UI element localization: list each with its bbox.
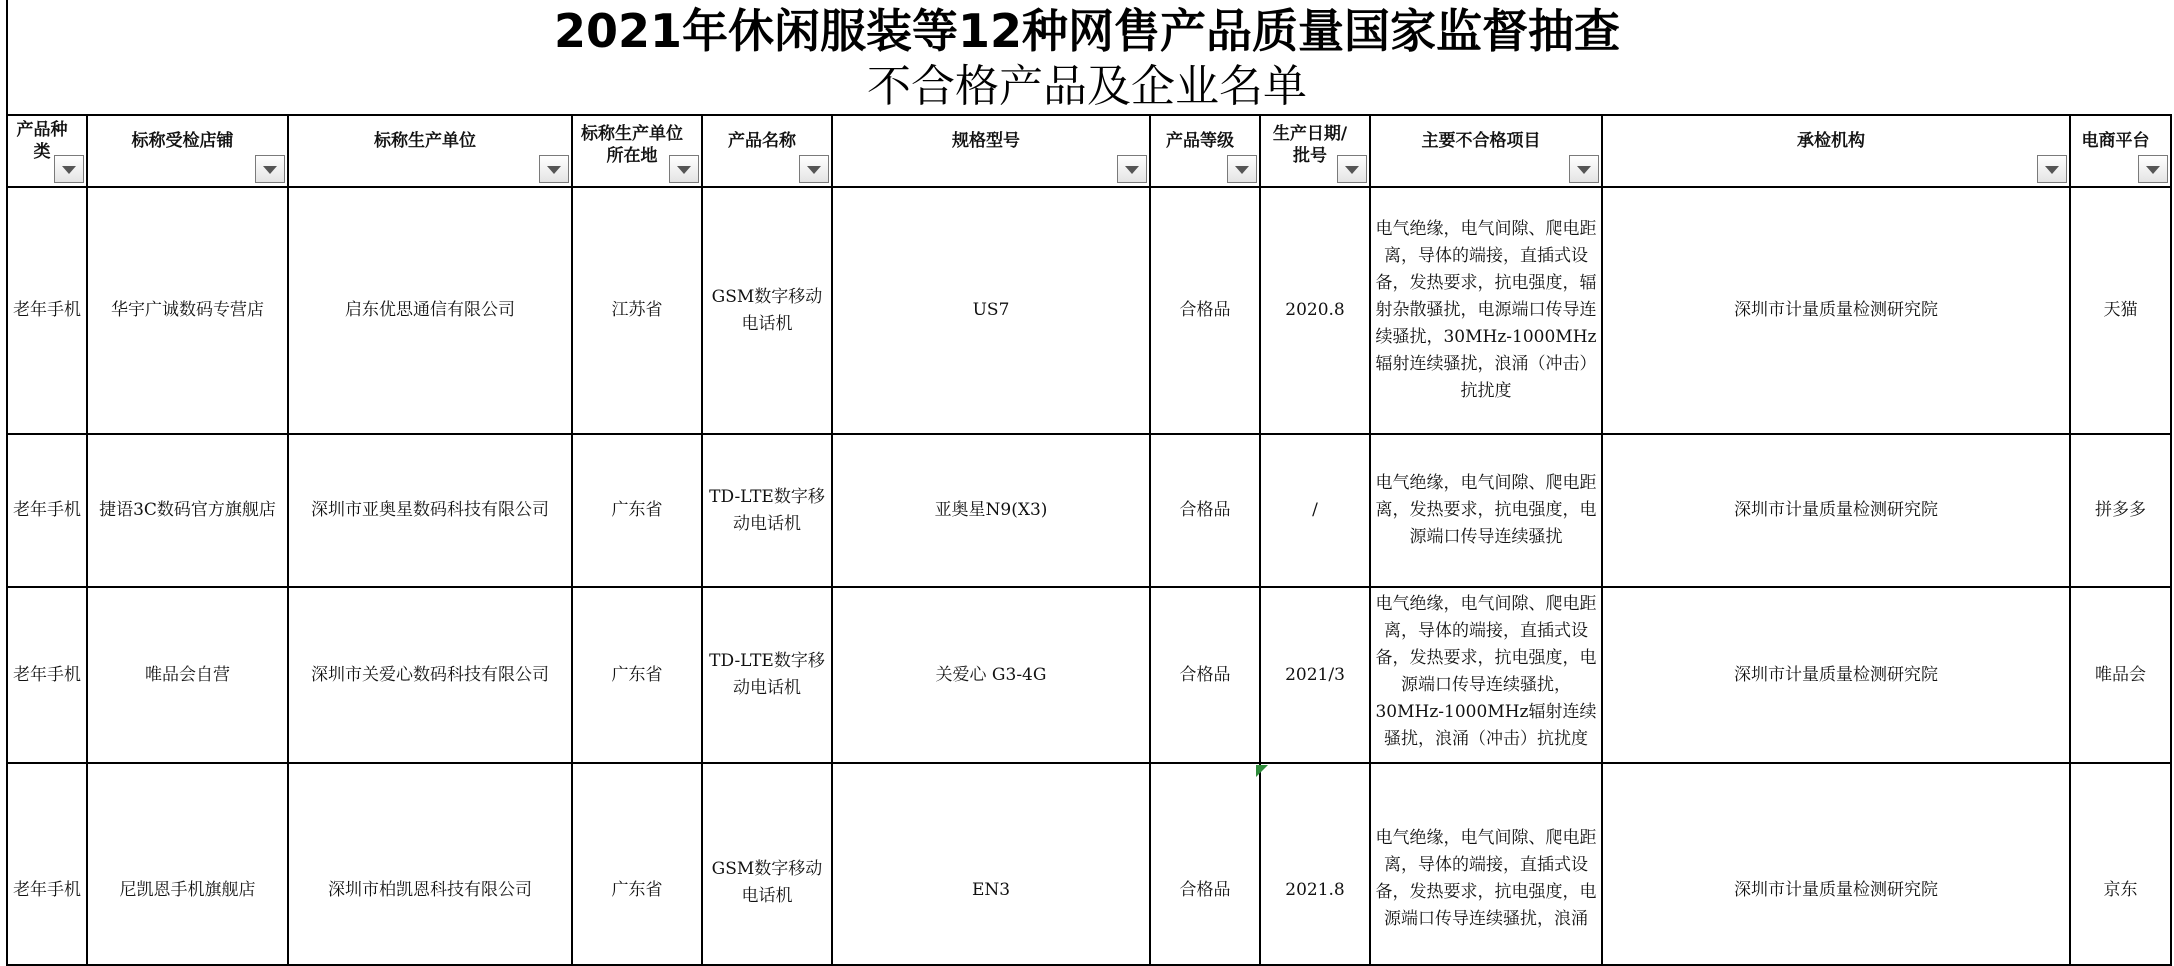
cell-maker[interactable]: 启东优思通信有限公司 <box>288 187 572 434</box>
filter-dropdown-icon[interactable] <box>54 155 84 183</box>
table-row <box>7 434 2171 587</box>
cell-text: EN3 <box>971 879 1011 900</box>
cell-product[interactable]: TD-LTE数字移动电话机 <box>702 587 832 763</box>
filter-dropdown-icon[interactable] <box>255 155 285 183</box>
cell-shop[interactable]: 捷语3C数码官方旗舰店 <box>87 434 288 587</box>
header-location: 标称生产单位所在地 <box>572 115 702 187</box>
table-row <box>7 587 2171 763</box>
cell-lab[interactable]: 深圳市计量质量检测研究院 <box>1602 587 2070 763</box>
cell-defects[interactable] <box>1370 587 1602 763</box>
header-product: 产品名称 <box>702 115 832 187</box>
header-row <box>7 115 2171 187</box>
cell-location[interactable]: 江苏省 <box>572 187 702 434</box>
cell-model[interactable]: 亚奥星N9(X3) <box>832 434 1150 587</box>
cell-defects[interactable] <box>1370 763 1602 965</box>
cell-date[interactable]: / <box>1260 434 1370 587</box>
table-row <box>7 763 2171 965</box>
header-defects: 主要不合格项目 <box>1370 115 1602 187</box>
header-lab: 承检机构 <box>1602 115 2070 187</box>
cell-text: 电气绝缘，电气间隙、爬电距离，导体的端接，直插式设备，发热要求，抗电强度，电源端口传导连续骚扰，浪涌 <box>1375 828 1597 929</box>
cell-shop[interactable] <box>87 763 288 965</box>
cell-category[interactable]: 老年手机 <box>7 587 87 763</box>
page-title: 2021年休闲服装等12种网售产品质量国家监督抽查 <box>553 4 1621 58</box>
header-maker: 标称生产单位 <box>288 115 572 187</box>
cell-text: 深圳市柏凯恩科技有限公司 <box>328 879 532 900</box>
filter-dropdown-icon[interactable] <box>1227 155 1257 183</box>
cell-product[interactable]: GSM数字移动电话机 <box>702 187 832 434</box>
header-category: 产品种类 <box>7 115 87 187</box>
cell-text: 深圳市计量质量检测研究院 <box>1734 879 1938 900</box>
cell-text: 京东 <box>2103 879 2138 900</box>
table-row <box>7 187 2171 434</box>
cell-text: GSM数字移动电话机 <box>711 859 823 906</box>
cell-category[interactable]: 老年手机 <box>7 187 87 434</box>
cell-date[interactable] <box>1260 763 1370 965</box>
filter-dropdown-icon[interactable] <box>2037 155 2067 183</box>
cell-model[interactable]: US7 <box>832 187 1150 434</box>
cell-grade[interactable] <box>1150 763 1260 965</box>
cell-date[interactable]: 2021/3 <box>1260 587 1370 763</box>
header-model: 规格型号 <box>832 115 1150 187</box>
cell-defects[interactable]: 电气绝缘，电气间隙、爬电距离，发热要求，抗电强度，电源端口传导连续骚扰 <box>1370 434 1602 587</box>
cell-location[interactable]: 广东省 <box>572 587 702 763</box>
cell-maker[interactable] <box>288 763 572 965</box>
cell-location[interactable] <box>572 763 702 965</box>
cell-lab[interactable]: 深圳市计量质量检测研究院 <box>1602 187 2070 434</box>
cell-date[interactable]: 2020.8 <box>1260 187 1370 434</box>
cell-grade[interactable]: 合格品 <box>1150 434 1260 587</box>
cell-shop[interactable]: 唯品会自营 <box>87 587 288 763</box>
cell-platform[interactable]: 天猫 <box>2070 187 2171 434</box>
cell-maker[interactable]: 深圳市亚奥星数码科技有限公司 <box>288 434 572 587</box>
cell-text: 合格品 <box>1179 879 1231 900</box>
results-table <box>6 114 2172 966</box>
header-grade: 产品等级 <box>1150 115 1260 187</box>
filter-dropdown-icon[interactable] <box>2138 155 2168 183</box>
header-platform: 电商平台 <box>2070 115 2171 187</box>
filter-dropdown-icon[interactable] <box>539 155 569 183</box>
filter-dropdown-icon[interactable] <box>669 155 699 183</box>
cell-text: 广东省 <box>611 879 663 900</box>
cell-platform[interactable]: 拼多多 <box>2070 434 2171 587</box>
header-date: 生产日期/批号 <box>1260 115 1370 187</box>
filter-dropdown-icon[interactable] <box>799 155 829 183</box>
filter-dropdown-icon[interactable] <box>1569 155 1599 183</box>
cell-product[interactable] <box>702 763 832 965</box>
cell-grade[interactable]: 合格品 <box>1150 187 1260 434</box>
cell-grade[interactable]: 合格品 <box>1150 587 1260 763</box>
cell-category[interactable]: 老年手机 <box>7 434 87 587</box>
cell-defects-text: 电气绝缘，电气间隙、爬电距离，导体的端接，直插式设备，发热要求，抗电强度，电源端口传导连续骚扰，30MHz-1000MHz辐射连续骚扰，浪涌（冲击）抗扰度 <box>1375 594 1597 749</box>
cell-text: 2021.8 <box>1285 879 1345 900</box>
cell-platform[interactable]: 唯品会 <box>2070 587 2171 763</box>
header-shop: 标称受检店铺 <box>87 115 288 187</box>
cell-platform[interactable] <box>2070 763 2171 965</box>
cell-product[interactable]: TD-LTE数字移动电话机 <box>702 434 832 587</box>
filter-dropdown-icon[interactable] <box>1117 155 1147 183</box>
cell-defects[interactable]: 电气绝缘，电气间隙、爬电距离，导体的端接，直插式设备，发热要求，抗电强度，辐射杂散骚扰，电源端口传导连续骚扰，30MHz-1000MHz辐射连续骚扰，浪涌（冲击）抗扰度 <box>1370 187 1602 434</box>
cell-text: 老年手机 <box>13 879 81 900</box>
cell-lab[interactable] <box>1602 763 2070 965</box>
cell-text: 尼凯恩手机旗舰店 <box>119 879 256 900</box>
cell-model[interactable] <box>832 763 1150 965</box>
cell-location[interactable]: 广东省 <box>572 434 702 587</box>
filter-dropdown-icon[interactable] <box>1337 155 1367 183</box>
cell-category[interactable] <box>7 763 87 965</box>
cell-model[interactable]: 关爱心 G3-4G <box>832 587 1150 763</box>
comment-indicator-icon <box>1256 765 1268 777</box>
cell-shop[interactable]: 华宇广诚数码专营店 <box>87 187 288 434</box>
cell-maker[interactable]: 深圳市关爱心数码科技有限公司 <box>288 587 572 763</box>
page-subtitle: 不合格产品及企业名单 <box>867 61 1307 112</box>
cell-lab[interactable]: 深圳市计量质量检测研究院 <box>1602 434 2070 587</box>
